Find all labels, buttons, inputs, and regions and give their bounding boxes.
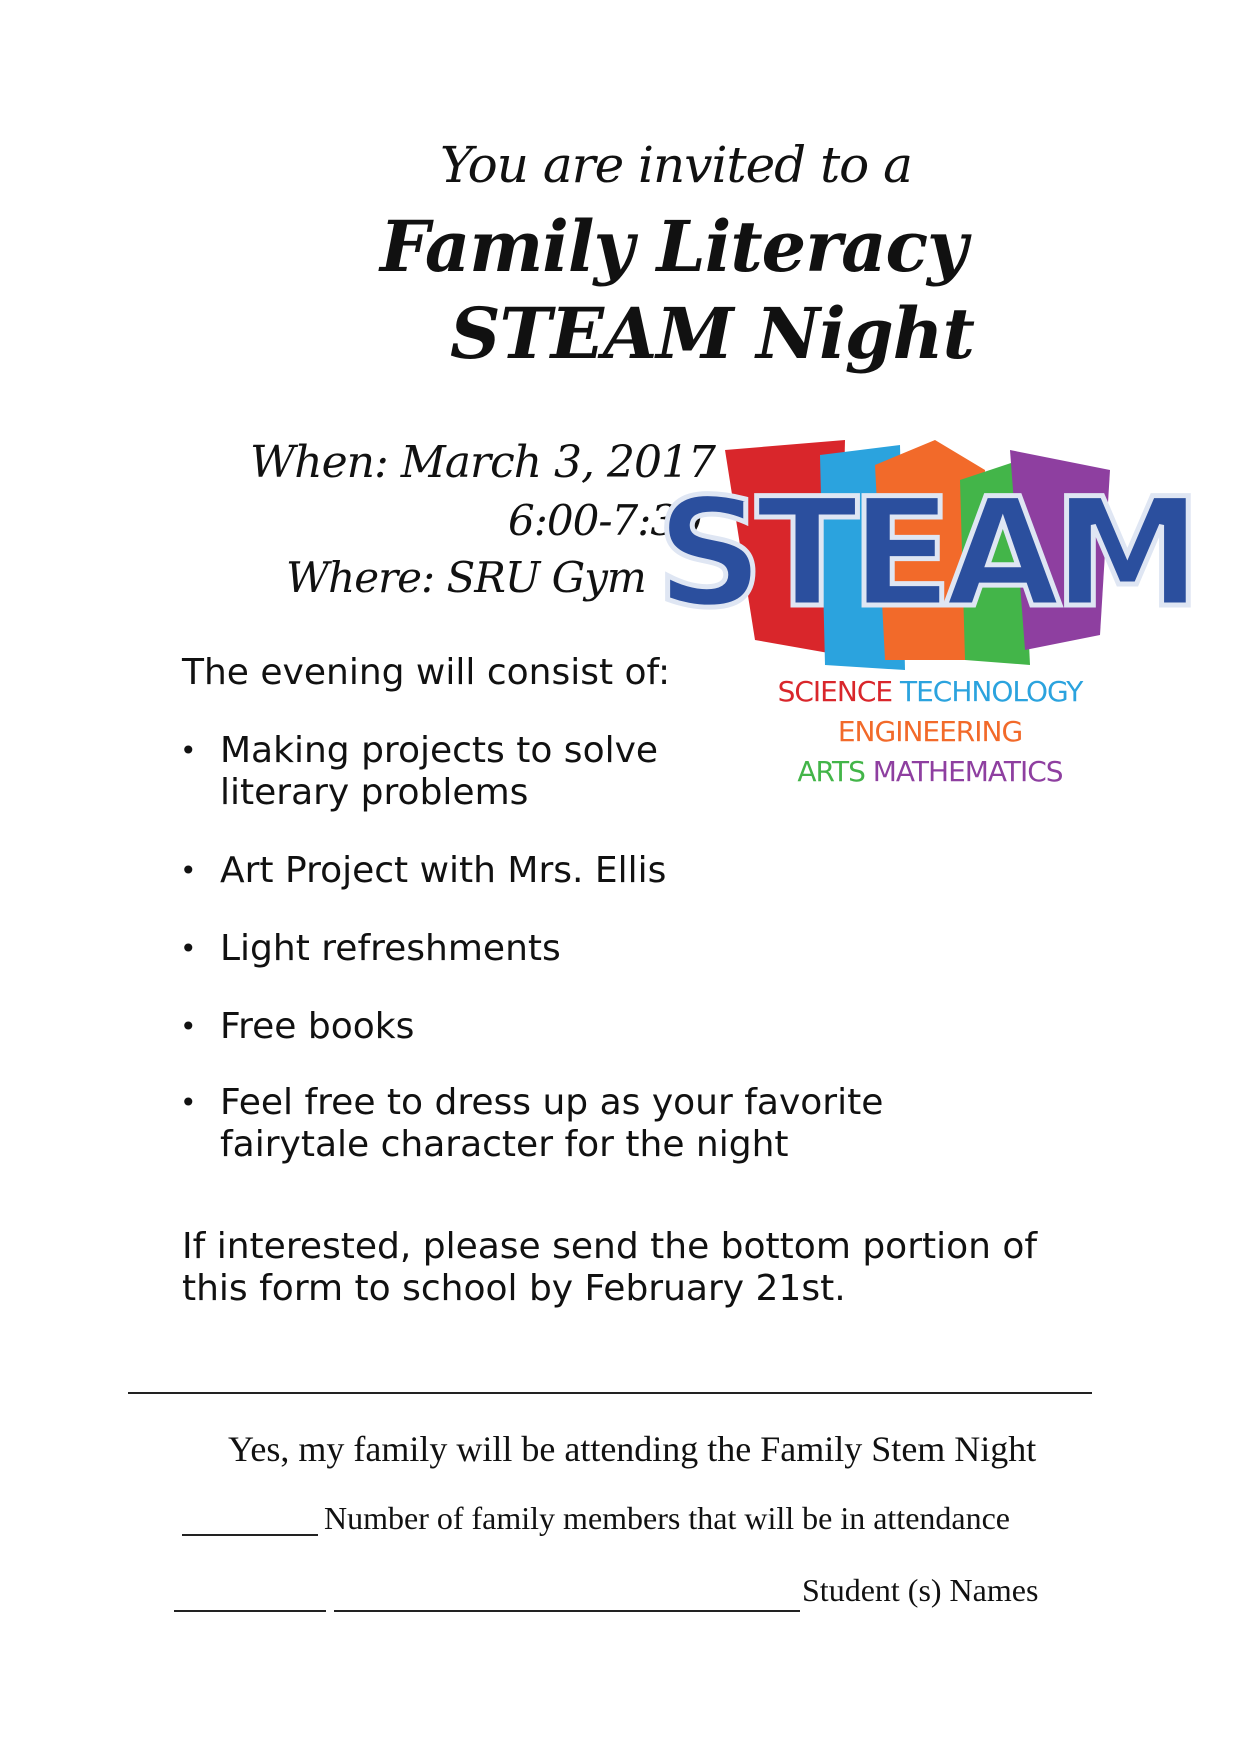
family-count-blank[interactable]: [182, 1534, 318, 1536]
rsvp-instructions: If interested, please send the bottom portion of this form to school by February 21st.: [182, 1226, 1038, 1309]
bullet-icon: •: [180, 734, 197, 767]
bullet-icon: •: [180, 932, 197, 965]
invitation-line: You are invited to a: [440, 136, 912, 194]
event-title-line2: STEAM Night: [450, 292, 974, 375]
list-item-text: Free books: [220, 1006, 415, 1047]
program-list: [180, 730, 1080, 1166]
event-date: When: March 3, 2017: [250, 437, 715, 488]
logo-word-mathematics: MATHEMATICS: [872, 755, 1063, 788]
bullet-icon: •: [180, 1086, 197, 1119]
student-names-blank-2[interactable]: [334, 1610, 800, 1612]
list-item: [180, 1082, 1020, 1166]
list-item: [180, 1006, 1080, 1048]
family-count-label: Number of family members that will be in attendance: [324, 1500, 1010, 1536]
list-item: [180, 850, 1080, 892]
list-item-text: Feel free to dress up as your favorite fairytale character for the night: [220, 1082, 884, 1165]
logo-word-engineering: ENGINEERING: [837, 715, 1023, 748]
event-location: Where: SRU Gym: [286, 553, 646, 602]
list-item: [180, 928, 1080, 970]
logo-word-technology: TECHNOLOGY: [899, 675, 1083, 708]
event-title-line1: Family Literacy: [380, 205, 967, 288]
bullet-icon: •: [180, 854, 197, 887]
list-item-text: Making projects to solve literary problems: [220, 730, 659, 813]
bullet-icon: •: [180, 1010, 197, 1043]
logo-word: STEAM: [655, 467, 1195, 641]
student-names-label: Student (s) Names: [802, 1572, 1039, 1608]
list-item-text: Art Project with Mrs. Ellis: [220, 850, 667, 891]
list-item: [180, 730, 680, 814]
logo-word-arts: ARTS: [797, 755, 865, 788]
logo-word-science: SCIENCE: [777, 675, 893, 708]
list-item-text: Light refreshments: [220, 928, 561, 969]
rsvp-confirmation: Yes, my family will be attending the Family Stem Night: [228, 1429, 1037, 1469]
student-names-blank-1[interactable]: [174, 1610, 326, 1612]
program-intro: The evening will consist of:: [182, 652, 671, 693]
event-time: 6:00-7:30: [508, 496, 702, 545]
cut-line-divider: [128, 1392, 1092, 1394]
